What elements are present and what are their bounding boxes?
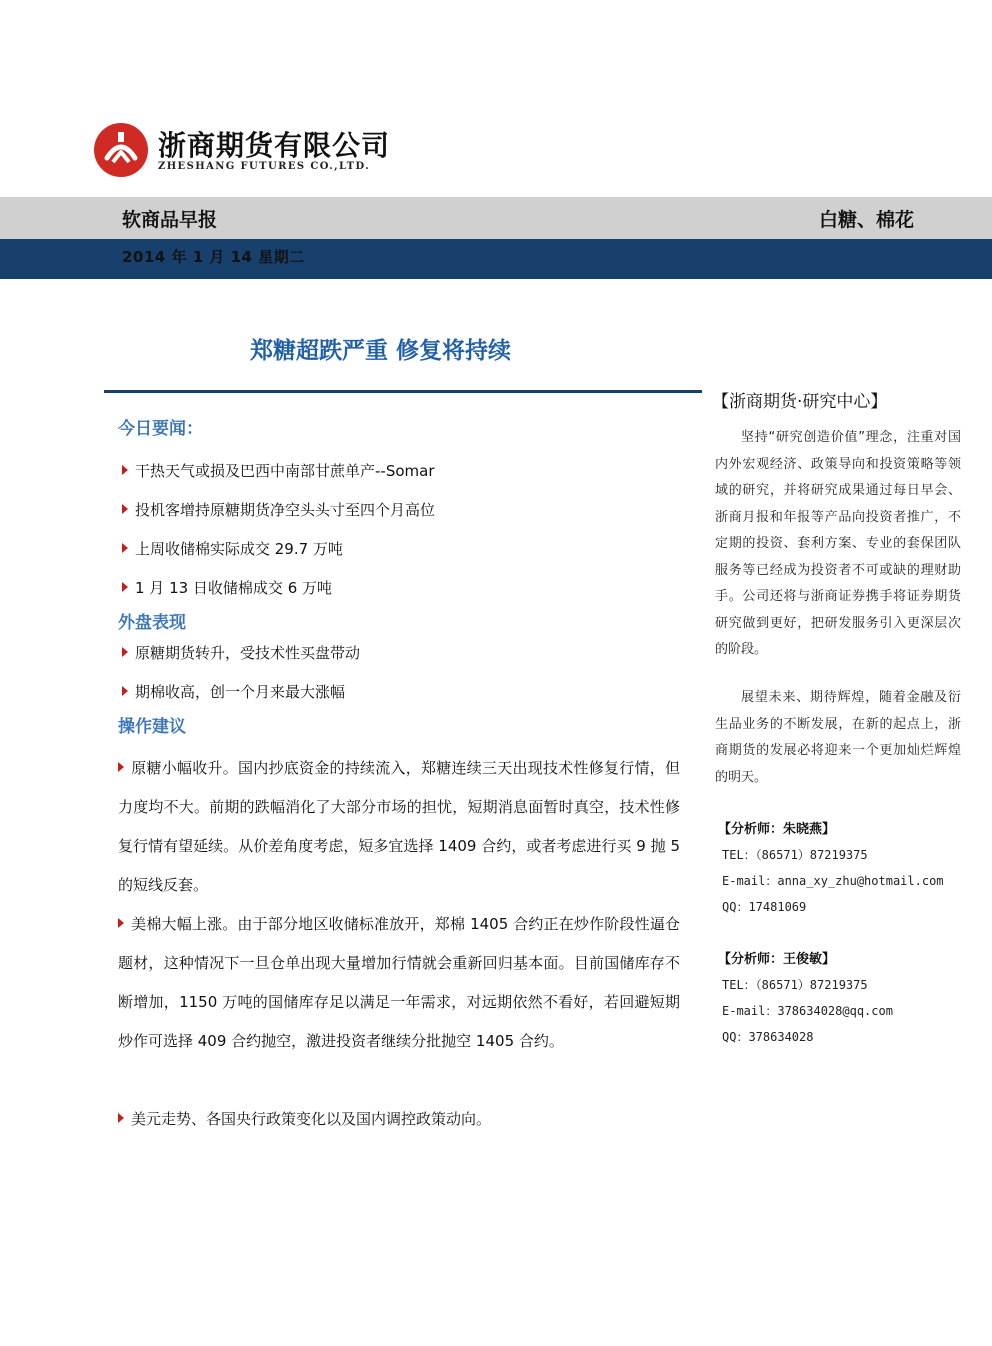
news-item: 上周收储棉实际成交 29.7 万吨 [122,538,343,559]
report-category: 软商品早报 [122,209,218,231]
title-divider [104,390,702,393]
overseas-item: 原糖期货转升，受技术性买盘带动 [122,642,360,663]
analyst-qq: QQ：17481069 [722,900,807,914]
overseas-item: 期棉收高，创一个月来最大涨幅 [122,681,345,702]
advice-paragraph: 美棉大幅上涨。由于部分地区收储标准放开，郑棉 1405 合约正在炒作阶段性逼仓题材，这种情况下一旦仓单出现大量增加行情就会重新回归基本面。目前国储库存不断增加，1150 万吨的国储库存足以满足一年需求，对远期依然不看好，若回避短期炒作可选择 409 合约抛空，激进投资者继续分批抛空 1405 合约。 [118,915,680,1050]
analyst-name: 【分析师：朱晓燕】 [718,822,836,837]
bullet-arrow-icon [122,543,128,553]
analyst-qq: QQ：378634028 [722,1030,814,1044]
bullet-arrow-icon [122,465,128,475]
overseas-heading: 外盘表现 [118,613,186,633]
bullet-arrow-icon [122,647,128,657]
report-title: 郑糖超跌严重 修复将持续 [250,338,512,364]
company-name-cn: 浙商期货有限公司 [158,129,391,162]
news-heading: 今日要闻： [118,419,203,439]
analyst-tel: TEL：（86571）87219375 [722,978,868,992]
bullet-arrow-icon [118,918,124,928]
company-logo-icon [93,122,149,178]
research-center-outlook: 展望未来、期待辉煌，随着金融及衍生品业务的不断发展，在新的起点上，浙商期货的发展必将迎来一个更加灿烂辉煌的明天。 [715,690,961,785]
advice-heading: 操作建议 [118,717,186,737]
advice-paragraph: 美元走势、各国央行政策变化以及国内调控政策动向。 [118,1100,680,1139]
news-item: 投机客增持原糖期货净空头头寸至四个月高位 [122,499,435,520]
company-name-en: ZHESHANG FUTURES CO.,LTD. [158,161,371,172]
advice-paragraph: 原糖小幅收升。国内抄底资金的持续流入，郑糖连续三天出现技术性修复行情，但力度均不大。前期的跌幅消化了大部分市场的担忧，短期消息面暂时真空，技术性修复行情有望延续。从价差角度考虑，短多宜选择 1409 合约，或者考虑进行买 9 抛 5 的短线反套。 [118,759,680,894]
analyst-name: 【分析师：王俊敏】 [718,952,836,967]
bullet-arrow-icon [122,686,128,696]
research-center-intro: 坚持“研究创造价值”理念，注重对国内外宏观经济、政策导向和投资策略等领域的研究，并将研究成果通过每日早会、浙商月报和年报等产品向投资者推广，不定期的投资、套利方案、专业的套保团队服务等已经成为投资者不可或缺的理财助手。公司还将与浙商证券携手将证券期货研究做到更好，把研发服务引入更深层次的阶段。 [715,430,961,657]
bullet-arrow-icon [122,504,128,514]
analyst-email[interactable]: E-mail：378634028@qq.com [722,1004,893,1018]
analyst-email[interactable]: E-mail：anna_xy_zhu@hotmail.com [722,874,944,888]
report-date: 2014 年 1 月 14 星期二 [122,248,305,266]
bullet-arrow-icon [118,1113,124,1123]
news-item: 1 月 13 日收储棉成交 6 万吨 [122,577,332,598]
analyst-tel: TEL：（86571）87219375 [722,848,868,862]
bullet-arrow-icon [122,582,128,592]
bullet-arrow-icon [118,762,124,772]
report-commodities: 白糖、棉花 [818,209,914,231]
news-item: 干热天气或损及巴西中南部甘蔗单产--Somar [122,460,435,481]
research-center-heading: 【浙商期货·研究中心】 [712,392,888,412]
